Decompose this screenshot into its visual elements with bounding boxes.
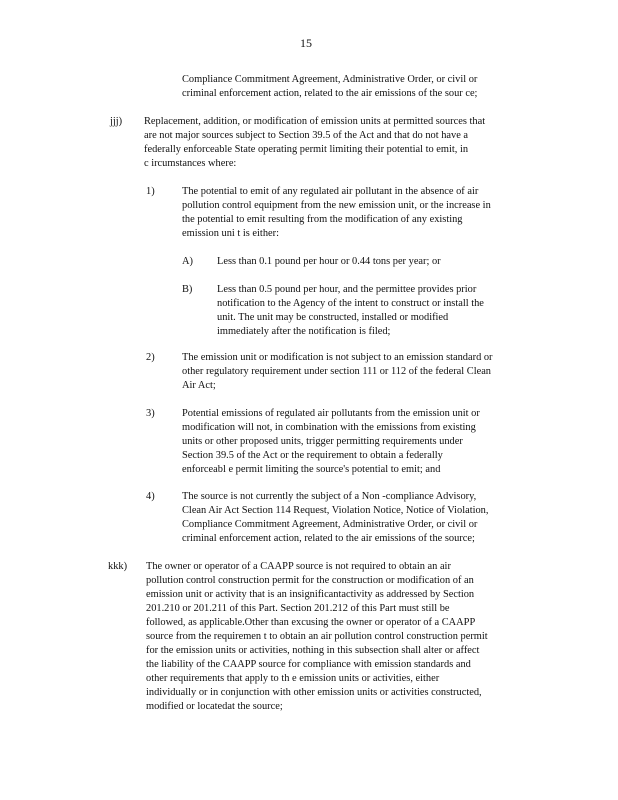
item1-paragraph — [182, 185, 491, 241]
text-line: pollution control construction permit for the construction or modification of an — [146, 575, 474, 586]
subB-paragraph — [217, 283, 484, 339]
text-line: emission uni t is either: — [182, 228, 279, 239]
item2-paragraph — [182, 351, 493, 393]
text-line: other regulatory requirement under section 111 or 112 of the federal Clean — [182, 366, 492, 377]
text-line: source from the requiremen t to obtain an air pollution control construction permit — [146, 631, 488, 642]
text-line: individually or in conjunction with other emission units or activities constructed, — [146, 687, 482, 698]
text-line: The source is not currently the subject of a Non -compliance Advisory, — [182, 491, 477, 502]
text-line: Less than 0.5 pound per hour, and the permittee provides prior — [217, 284, 477, 295]
text-line: modified or locatedat the source; — [146, 701, 283, 712]
text-line: federally enforceable State operating permit limiting their potential to emit, in — [144, 144, 469, 155]
page-number: 15 — [300, 36, 312, 50]
text-line: Air Act; — [182, 380, 216, 391]
text-line: are not major sources subject to Section 39.5 of the Act and that do not have a — [144, 130, 469, 141]
jjj-label: jjj) — [110, 116, 123, 127]
kkk-label: kkk) — [108, 561, 128, 572]
text-line: unit. The unit may be constructed, installed or modified — [217, 312, 449, 323]
text-line: 201.210 or 201.211 of this Part. Section 201.212 of this Part must still be — [146, 603, 450, 614]
text-line: other requirements that apply to th e emission units or activities, either — [146, 673, 440, 684]
item3-label: 3) — [146, 408, 155, 419]
text-line: the liability of the CAAPP source for compliance with emission standards and — [146, 659, 471, 670]
text-line: modification will not, in combination with the emissions from existing — [182, 422, 476, 433]
text-line: Clean Air Act Section 114 Request, Violation Notice, Notice of Violation, — [182, 505, 489, 516]
subB-label: B) — [182, 284, 193, 295]
item4-paragraph — [182, 490, 488, 546]
text-line: pollution control equipment from the new emission unit, or the increase in — [182, 200, 491, 211]
text-line: Potential emissions of regulated air pollutants from the emission unit or — [182, 408, 480, 419]
text-line: emission unit or activity that is an insignificantactivity as addressed by Section — [146, 589, 475, 600]
text-line: notification to the Agency of the intent to construct or install the — [217, 298, 484, 309]
subA-paragraph — [217, 255, 441, 269]
item1-label: 1) — [146, 186, 155, 197]
text-line: the potential to emit resulting from the modification of any existing — [182, 214, 463, 225]
text-line: followed, as applicable.Other than excusing the owner or operator of a CAAPP — [146, 617, 476, 628]
kkk-paragraph — [146, 560, 488, 714]
text-line: criminal enforcement action, related to the air emissions of the source; — [182, 533, 475, 544]
jjj-paragraph — [144, 115, 485, 171]
text-line: immediately after the notification is filed; — [217, 326, 391, 337]
intro-paragraph — [182, 73, 477, 101]
item3-paragraph — [182, 407, 480, 477]
item4-label: 4) — [146, 491, 155, 502]
text-line: The owner or operator of a CAAPP source is not required to obtain an air — [146, 561, 451, 572]
text-line: Compliance Commitment Agreement, Administrative Order, or civil or — [182, 519, 478, 530]
text-line: Compliance Commitment Agreement, Administrative Order, or civil or — [182, 74, 478, 85]
text-line: The emission unit or modification is not subject to an emission standard or — [182, 352, 493, 363]
text-line: Section 39.5 of the Act or the requirement to obtain a federally — [182, 450, 443, 461]
text-line: The potential to emit of any regulated air pollutant in the absence of air — [182, 186, 479, 197]
text-line: criminal enforcement action, related to the air emissions of the sour ce; — [182, 88, 478, 99]
subA-label: A) — [182, 256, 193, 267]
text-line: units or other proposed units, trigger permitting requirements under — [182, 436, 463, 447]
text-line: Replacement, addition, or modification of emission units at permitted sources that — [144, 116, 486, 127]
text-line: enforceabl e permit limiting the source's potential to emit; and — [182, 464, 441, 475]
item2-label: 2) — [146, 352, 155, 363]
text-line: c ircumstances where: — [144, 158, 237, 169]
text-line: for the emission units or activities, nothing in this subsection shall alter or affect — [146, 645, 480, 656]
text-line: Less than 0.1 pound per hour or 0.44 tons per year; or — [217, 256, 441, 267]
